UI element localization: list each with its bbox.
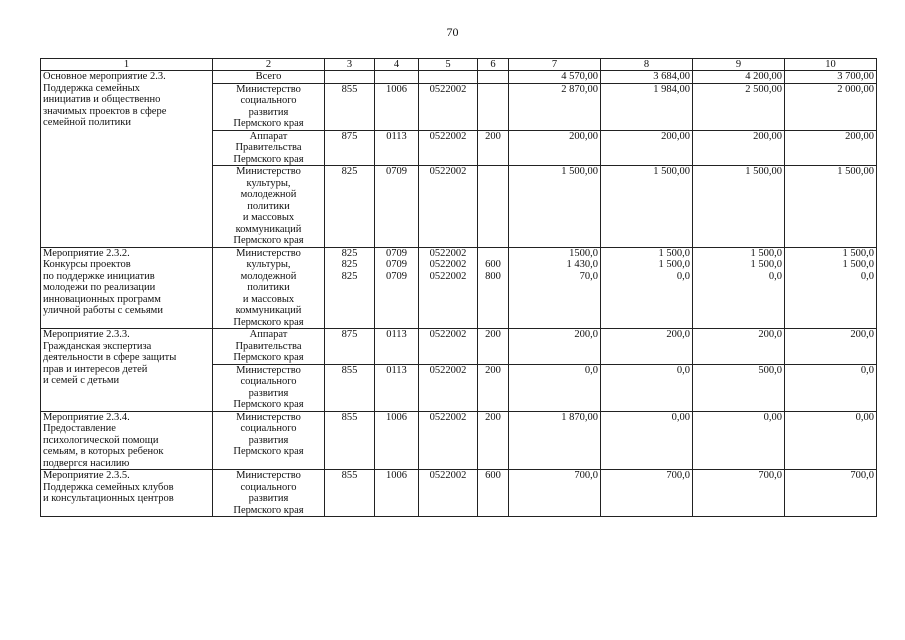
value: 2 000,00	[837, 83, 874, 95]
cell-c4	[375, 329, 419, 365]
cell-c9	[693, 329, 785, 365]
value: 800	[485, 270, 501, 282]
cell-c7	[509, 130, 601, 166]
cell-c9	[693, 470, 785, 517]
executor-line: Министерство	[236, 247, 301, 259]
value: 1 500,00	[837, 166, 874, 177]
event-line: уличной работы с семьями	[43, 305, 163, 316]
table-row	[41, 247, 877, 329]
value: 0,0	[768, 270, 782, 282]
value: 855	[341, 470, 358, 481]
executor-line: коммуникаций	[235, 305, 302, 316]
cell-c9	[693, 130, 785, 166]
executor-cell	[213, 83, 325, 130]
value: 0522002	[429, 166, 467, 177]
executor-line: Всего	[255, 71, 282, 82]
cell-c4	[375, 130, 419, 166]
value: 0709	[386, 270, 407, 282]
value: 855	[341, 83, 358, 95]
executor-line: Пермского края	[233, 504, 304, 516]
table-row	[41, 329, 877, 365]
value: 1 500,0	[658, 259, 690, 270]
executor-line: культуры,	[246, 177, 291, 189]
executor-line: и массовых	[242, 293, 295, 305]
cell-c5	[419, 83, 478, 130]
value: 200,0	[850, 329, 874, 340]
cell-c6	[478, 130, 509, 166]
cell-c5	[419, 130, 478, 166]
column-header: 8	[601, 59, 693, 71]
event-line: и семей с детьми	[43, 375, 120, 386]
value: 3 700,00	[837, 71, 874, 82]
column-header: 1	[41, 59, 213, 71]
cell-c5	[419, 71, 478, 84]
cell-c9	[693, 364, 785, 411]
cell-c4	[375, 83, 419, 130]
executor-line: политики	[247, 282, 290, 293]
value: 200	[485, 364, 501, 376]
value: 200,0	[758, 329, 782, 340]
executor-line: политики	[247, 200, 290, 212]
value: 600	[485, 470, 501, 481]
cell-c6	[478, 71, 509, 84]
value: 4 200,00	[745, 71, 782, 82]
value: 0522002	[429, 83, 467, 95]
executor-cell	[213, 247, 325, 329]
value: 0,0	[860, 270, 874, 282]
event-line: деятельности в сфере защиты	[43, 352, 177, 363]
cell-c8	[601, 364, 693, 411]
cell-c6	[478, 166, 509, 248]
cell-c3	[325, 83, 375, 130]
event-line: инициатив и общественно	[43, 94, 161, 105]
event-line: по поддержке инициатив	[43, 270, 155, 282]
executor-line: Правительства	[235, 340, 302, 352]
cell-c3	[325, 329, 375, 365]
value: 0522002	[429, 130, 467, 142]
value: 1 500,0	[842, 247, 874, 259]
value: 200,00	[845, 130, 874, 142]
value: 200	[485, 411, 501, 423]
value: 0113	[386, 130, 407, 142]
cell-c9	[693, 247, 785, 329]
budget-table	[40, 58, 877, 517]
event-line: семьям, в которых ребенок	[43, 446, 164, 457]
cell-c10	[785, 364, 877, 411]
value: 1006	[386, 411, 407, 423]
cell-c4	[375, 411, 419, 470]
cell-c10	[785, 247, 877, 329]
value: 1006	[386, 470, 407, 481]
event-cell	[41, 329, 213, 412]
cell-c4	[375, 71, 419, 84]
executor-line: Пермского края	[233, 118, 304, 129]
cell-c9	[693, 411, 785, 470]
value: 0,0	[584, 364, 598, 376]
value: 825	[341, 166, 358, 177]
cell-c8	[601, 470, 693, 517]
cell-c6	[478, 364, 509, 411]
cell-c5	[419, 411, 478, 470]
cell-c7	[509, 329, 601, 365]
event-cell	[41, 71, 213, 248]
value: 0522002	[429, 270, 467, 282]
executor-cell	[213, 329, 325, 365]
cell-c5	[419, 470, 478, 517]
column-header: 4	[375, 59, 419, 71]
value: 0,0	[676, 364, 690, 376]
value: 200	[485, 329, 501, 340]
cell-c9	[693, 71, 785, 84]
cell-c8	[601, 83, 693, 130]
event-line: Основное мероприятие 2.3.	[43, 71, 166, 82]
cell-c8	[601, 166, 693, 248]
event-line: Мероприятие 2.3.2.	[43, 247, 130, 259]
table-row	[41, 411, 877, 470]
value: 0,0	[860, 364, 874, 376]
cell-c7	[509, 71, 601, 84]
value: 0,0	[676, 270, 690, 282]
cell-c8	[601, 130, 693, 166]
value	[377, 71, 416, 83]
value: 0113	[386, 364, 407, 376]
value	[480, 84, 506, 96]
value: 200,00	[753, 130, 782, 142]
event-line: Мероприятие 2.3.5.	[43, 470, 130, 481]
cell-c6	[478, 247, 509, 329]
column-header: 9	[693, 59, 785, 71]
value: 875	[341, 329, 358, 340]
executor-line: социального	[240, 481, 297, 493]
cell-c10	[785, 130, 877, 166]
value: 1 500,0	[842, 259, 874, 270]
executor-line: молодежной	[240, 270, 297, 282]
event-line: Мероприятие 2.3.3.	[43, 329, 130, 340]
executor-line: развития	[248, 106, 289, 118]
executor-line: Пермского края	[233, 316, 304, 328]
value: 4 570,00	[561, 71, 598, 82]
executor-cell	[213, 166, 325, 248]
value: 0113	[386, 329, 407, 340]
cell-c4	[375, 470, 419, 517]
cell-c9	[693, 83, 785, 130]
executor-line: развития	[248, 387, 289, 399]
value: 1 500,0	[750, 259, 782, 270]
executor-line: Министерство	[236, 364, 301, 376]
event-line: подвергся насилию	[43, 457, 130, 469]
column-header: 3	[325, 59, 375, 71]
cell-c10	[785, 166, 877, 248]
value: 825	[341, 270, 358, 282]
cell-c9	[693, 166, 785, 248]
column-header: 5	[419, 59, 478, 71]
cell-c7	[509, 166, 601, 248]
value: 1006	[386, 83, 407, 95]
cell-c6	[478, 83, 509, 130]
value: 0709	[386, 259, 407, 270]
executor-line: Пермского края	[233, 446, 304, 457]
value: 70,0	[579, 270, 598, 282]
cell-c5	[419, 364, 478, 411]
value: 500,0	[758, 364, 782, 376]
cell-c4	[375, 247, 419, 329]
executor-line: социального	[240, 95, 297, 106]
value: 1 430,0	[566, 259, 598, 270]
value: 855	[341, 364, 358, 376]
value: 2 870,00	[561, 83, 598, 95]
cell-c6	[478, 329, 509, 365]
cell-c3	[325, 364, 375, 411]
event-line: инновационных программ	[43, 293, 161, 305]
value: 0709	[386, 166, 407, 177]
value: 0709	[386, 247, 407, 259]
executor-line: социального	[240, 376, 297, 387]
value: 1 500,00	[653, 166, 690, 177]
value: 200,0	[666, 329, 690, 340]
cell-c6	[478, 470, 509, 517]
value: 0,00	[855, 411, 874, 423]
cell-c10	[785, 83, 877, 130]
cell-c10	[785, 329, 877, 365]
header-row	[41, 59, 877, 71]
cell-c10	[785, 411, 877, 470]
event-line: Гражданская экспертиза	[43, 340, 152, 352]
cell-c5	[419, 329, 478, 365]
executor-line: коммуникаций	[235, 223, 302, 235]
cell-c7	[509, 83, 601, 130]
value: 1 870,00	[561, 411, 598, 423]
value: 200,00	[569, 130, 598, 142]
value: 1 500,0	[750, 247, 782, 259]
value: 700,0	[758, 470, 782, 481]
value: 3 684,00	[653, 71, 690, 82]
event-line: молодежи по реализации	[43, 282, 156, 293]
executor-line: культуры,	[246, 259, 291, 270]
value: 825	[341, 259, 358, 270]
event-line: значимых проектов в сфере	[43, 105, 167, 117]
event-line: Предоставление	[43, 423, 116, 434]
executor-line: молодежной	[240, 189, 297, 200]
cell-c7	[509, 470, 601, 517]
value: 0522002	[429, 470, 467, 481]
executor-cell	[213, 71, 325, 84]
value	[480, 166, 506, 178]
cell-c8	[601, 329, 693, 365]
value: 2 500,00	[745, 83, 782, 95]
event-line: Конкурсы проектов	[43, 259, 131, 270]
event-cell	[41, 470, 213, 517]
page-number: 70	[446, 25, 459, 39]
value: 875	[341, 130, 358, 142]
cell-c10	[785, 71, 877, 84]
cell-c8	[601, 411, 693, 470]
cell-c10	[785, 470, 877, 517]
cell-c6	[478, 411, 509, 470]
column-header: 7	[509, 59, 601, 71]
event-line: Поддержка семейных клубов	[43, 481, 174, 493]
value: 600	[485, 259, 501, 270]
executor-line: Пермского края	[233, 153, 304, 165]
value: 200,0	[574, 329, 598, 340]
cell-c3	[325, 130, 375, 166]
executor-cell	[213, 364, 325, 411]
value: 825	[341, 247, 358, 259]
value: 1500,0	[569, 247, 598, 259]
value: 0,00	[671, 411, 690, 423]
cell-c7	[509, 411, 601, 470]
executor-line: Аппарат	[249, 130, 288, 142]
value: 200,00	[661, 130, 690, 142]
event-cell	[41, 411, 213, 470]
value: 0522002	[429, 411, 467, 423]
cell-c3	[325, 411, 375, 470]
executor-line: Министерство	[236, 411, 301, 423]
value	[480, 71, 506, 83]
executor-line: Министерство	[236, 166, 301, 177]
cell-c8	[601, 71, 693, 84]
cell-c5	[419, 247, 478, 329]
executor-line: развития	[248, 493, 289, 504]
column-header: 6	[478, 59, 509, 71]
value	[327, 71, 372, 83]
cell-c3	[325, 71, 375, 84]
executor-line: развития	[248, 434, 289, 446]
event-cell	[41, 247, 213, 329]
executor-line: Министерство	[236, 470, 301, 481]
executor-cell	[213, 130, 325, 166]
value: 0522002	[429, 329, 467, 340]
table-row	[41, 470, 877, 517]
event-line: прав и интересов детей	[43, 363, 148, 375]
event-line: Поддержка семейных	[43, 82, 140, 94]
value: 700,0	[666, 470, 690, 481]
column-header: 2	[213, 59, 325, 71]
value: 1 500,00	[745, 166, 782, 177]
cell-c3	[325, 247, 375, 329]
value: 700,0	[574, 470, 598, 481]
cell-c5	[419, 166, 478, 248]
executor-line: Министерство	[236, 83, 301, 95]
table-body	[41, 71, 877, 517]
executor-line: Правительства	[235, 142, 302, 153]
executor-line: социального	[240, 423, 297, 434]
value: 0,00	[763, 411, 782, 423]
value: 700,0	[850, 470, 874, 481]
executor-line: Аппарат	[249, 329, 288, 340]
event-line: Мероприятие 2.3.4.	[43, 411, 130, 423]
executor-line: Пермского края	[233, 399, 304, 410]
value: 200	[485, 130, 501, 142]
value: 1 984,00	[653, 83, 690, 95]
value: 1 500,0	[658, 247, 690, 259]
cell-c4	[375, 364, 419, 411]
value: 1 500,00	[561, 166, 598, 177]
event-line: и консультационных центров	[43, 493, 174, 504]
value: 0522002	[429, 247, 467, 259]
value: 0522002	[429, 259, 467, 270]
table-row	[41, 71, 877, 84]
executor-line: и массовых	[242, 212, 295, 223]
value: 0522002	[429, 364, 467, 376]
event-line: психологической помощи	[43, 434, 159, 446]
executor-line: Пермского края	[233, 235, 304, 246]
cell-c8	[601, 247, 693, 329]
column-header: 10	[785, 59, 877, 71]
value: 855	[341, 411, 358, 423]
executor-cell	[213, 411, 325, 470]
executor-line: Пермского края	[233, 352, 304, 363]
value	[480, 248, 506, 260]
event-line: семейной политики	[43, 117, 132, 128]
cell-c3	[325, 470, 375, 517]
cell-c7	[509, 364, 601, 411]
executor-cell	[213, 470, 325, 517]
cell-c3	[325, 166, 375, 248]
value	[421, 71, 475, 83]
cell-c7	[509, 247, 601, 329]
cell-c4	[375, 166, 419, 248]
